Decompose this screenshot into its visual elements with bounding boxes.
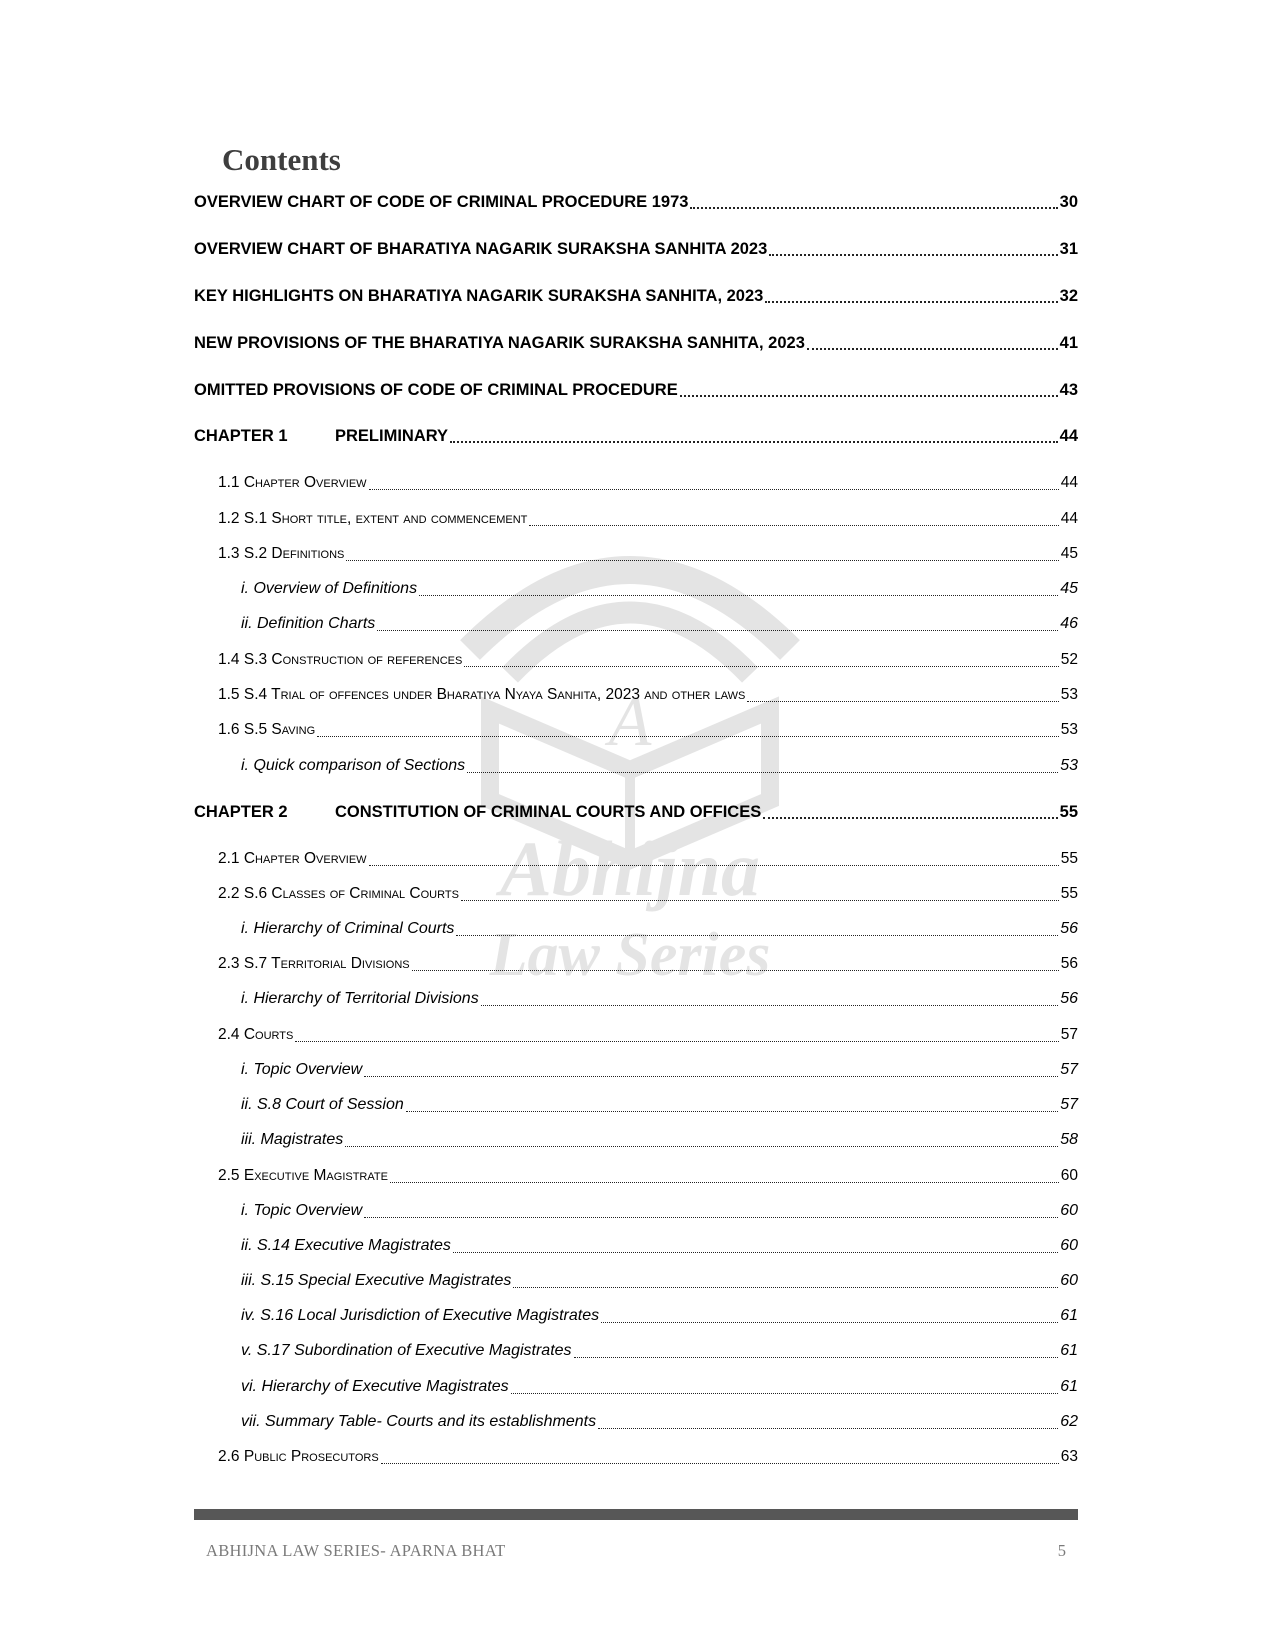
toc-chapter-entry[interactable] bbox=[194, 420, 1078, 448]
watermark-monogram: A bbox=[608, 684, 652, 761]
toc-entry-title: i. Topic Overview bbox=[241, 1061, 363, 1078]
toc-entry-title: NEW PROVISIONS OF THE BHARATIYA NAGARIK SURAKSHA SANHITA, 2023 bbox=[194, 334, 805, 352]
toc-entry[interactable] bbox=[241, 983, 1078, 1011]
toc-entry-title: PRELIMINARY bbox=[335, 427, 449, 445]
toc-entry-title: 1.4 S.3 Construction of references bbox=[218, 651, 463, 668]
toc-entry[interactable] bbox=[241, 1300, 1078, 1328]
toc-entry[interactable] bbox=[241, 913, 1078, 941]
dot-leader bbox=[346, 546, 1058, 561]
toc-entry[interactable] bbox=[241, 1054, 1078, 1082]
dot-leader bbox=[680, 381, 1058, 397]
toc-entry[interactable] bbox=[218, 948, 1078, 976]
toc-page-number: 62 bbox=[1060, 1413, 1078, 1430]
dot-leader bbox=[345, 1132, 1058, 1147]
toc-page-number: 45 bbox=[1060, 580, 1078, 597]
toc-entry-title: 2.4 Courts bbox=[218, 1026, 294, 1043]
dot-leader bbox=[763, 803, 1057, 819]
toc-page-number: 60 bbox=[1060, 1202, 1078, 1219]
dot-leader bbox=[412, 956, 1059, 971]
footer-divider bbox=[194, 1509, 1078, 1520]
toc-entry[interactable] bbox=[218, 538, 1078, 566]
dot-leader bbox=[529, 511, 1058, 526]
toc-entry-title: OMITTED PROVISIONS OF CODE OF CRIMINAL PROCEDURE bbox=[194, 381, 678, 399]
dot-leader bbox=[317, 722, 1059, 737]
toc-chapter-label: CHAPTER 2 bbox=[194, 803, 288, 821]
dot-leader bbox=[381, 1449, 1059, 1464]
toc-page-number: 57 bbox=[1060, 1026, 1078, 1043]
dot-leader bbox=[769, 240, 1057, 256]
toc-chapter-label: CHAPTER 1 bbox=[194, 427, 288, 445]
toc-entry-title: 2.2 S.6 Classes of Criminal Courts bbox=[218, 885, 459, 902]
toc-entry[interactable] bbox=[241, 608, 1078, 636]
toc-entry-title: 1.1 Chapter Overview bbox=[218, 474, 367, 491]
toc-entry[interactable] bbox=[194, 233, 1078, 261]
dot-leader bbox=[747, 687, 1058, 702]
dot-leader bbox=[461, 886, 1059, 901]
toc-page-number: 58 bbox=[1060, 1131, 1078, 1148]
dot-leader bbox=[690, 193, 1057, 209]
toc-entry[interactable] bbox=[241, 1371, 1078, 1399]
toc-entry[interactable] bbox=[241, 1195, 1078, 1223]
toc-entry-title: ii. S.8 Court of Session bbox=[241, 1096, 404, 1113]
toc-page-number: 52 bbox=[1060, 651, 1078, 668]
toc-entry[interactable] bbox=[218, 1019, 1078, 1047]
watermark-subtitle: Law Series bbox=[489, 921, 771, 989]
toc-chapter-entry[interactable] bbox=[194, 796, 1078, 824]
toc-page-number: 56 bbox=[1060, 955, 1078, 972]
toc-entry[interactable] bbox=[241, 1335, 1078, 1363]
toc-page-number: 44 bbox=[1059, 427, 1078, 445]
toc-entry-title: KEY HIGHLIGHTS ON BHARATIYA NAGARIK SURAKSHA SANHITA, 2023 bbox=[194, 287, 764, 305]
dot-leader bbox=[467, 758, 1058, 773]
dot-leader bbox=[369, 475, 1059, 490]
dot-leader bbox=[364, 1203, 1058, 1218]
toc-entry-title: i. Quick comparison of Sections bbox=[241, 757, 466, 774]
toc-page-number: 43 bbox=[1059, 381, 1078, 399]
dot-leader bbox=[601, 1308, 1058, 1323]
toc-entry[interactable] bbox=[218, 878, 1078, 906]
toc-entry[interactable] bbox=[241, 1124, 1078, 1152]
toc-page-number: 55 bbox=[1060, 850, 1078, 867]
toc-page-number: 41 bbox=[1059, 334, 1078, 352]
toc-page-number: 30 bbox=[1059, 193, 1078, 211]
toc-page-number: 61 bbox=[1060, 1307, 1078, 1324]
toc-entry-title: OVERVIEW CHART OF BHARATIYA NAGARIK SURAKSHA SANHITA 2023 bbox=[194, 240, 768, 258]
toc-page-number: 61 bbox=[1060, 1342, 1078, 1359]
dot-leader bbox=[450, 427, 1058, 443]
dot-leader bbox=[364, 1062, 1058, 1077]
dot-leader bbox=[464, 652, 1058, 667]
toc-entry-title: vii. Summary Table- Courts and its establishments bbox=[241, 1413, 597, 1430]
toc-entry-title: 1.3 S.2 Definitions bbox=[218, 545, 345, 562]
toc-entry-title: iii. Magistrates bbox=[241, 1131, 344, 1148]
toc-page-number: 55 bbox=[1060, 885, 1078, 902]
toc-page-number: 57 bbox=[1060, 1096, 1078, 1113]
footer-series-label: ABHIJNA LAW SERIES- APARNA BHAT bbox=[206, 1541, 506, 1560]
toc-entry[interactable] bbox=[241, 750, 1078, 778]
toc-entry-title: 1.2 S.1 Short title, extent and commencement bbox=[218, 510, 528, 527]
toc-entry[interactable] bbox=[218, 843, 1078, 871]
toc-entry[interactable] bbox=[194, 280, 1078, 308]
toc-entry-title: OVERVIEW CHART OF CODE OF CRIMINAL PROCEDURE 1973 bbox=[194, 193, 689, 211]
toc-page-number: 44 bbox=[1060, 474, 1078, 491]
toc-entry[interactable] bbox=[218, 679, 1078, 707]
toc-page-number: 44 bbox=[1060, 510, 1078, 527]
dot-leader bbox=[807, 334, 1058, 350]
toc-entry[interactable] bbox=[241, 573, 1078, 601]
toc-entry-title: iv. S.16 Local Jurisdiction of Executive Magistrates bbox=[241, 1307, 600, 1324]
toc-page-number: 56 bbox=[1060, 990, 1078, 1007]
toc-entry[interactable] bbox=[218, 644, 1078, 672]
toc-entry-title: ii. Definition Charts bbox=[241, 615, 376, 632]
toc-entry[interactable] bbox=[241, 1406, 1078, 1434]
dot-leader bbox=[369, 851, 1059, 866]
toc-entry-title: i. Hierarchy of Territorial Divisions bbox=[241, 990, 479, 1007]
dot-leader bbox=[390, 1168, 1059, 1183]
toc-entry-title: 2.5 Executive Magistrate bbox=[218, 1167, 388, 1184]
toc-page-number: 46 bbox=[1060, 615, 1078, 632]
dot-leader bbox=[765, 287, 1057, 303]
toc-page-number: 60 bbox=[1060, 1167, 1078, 1184]
toc-entry[interactable] bbox=[218, 714, 1078, 742]
toc-entry-title: i. Overview of Definitions bbox=[241, 580, 418, 597]
toc-entry[interactable] bbox=[194, 374, 1078, 402]
dot-leader bbox=[481, 991, 1059, 1006]
toc-entry-title: v. S.17 Subordination of Executive Magistrates bbox=[241, 1342, 572, 1359]
toc-entry-title: 2.3 S.7 Territorial Divisions bbox=[218, 955, 410, 972]
dot-leader bbox=[419, 581, 1058, 596]
toc-entry-title: ii. S.14 Executive Magistrates bbox=[241, 1237, 451, 1254]
toc-entry-title: CONSTITUTION OF CRIMINAL COURTS AND OFFICES bbox=[335, 803, 762, 821]
toc-page-number: 53 bbox=[1060, 686, 1078, 703]
toc-entry-title: 2.6 Public Prosecutors bbox=[218, 1448, 379, 1465]
toc-entry[interactable] bbox=[241, 1230, 1078, 1258]
watermark-title: Abhijna bbox=[499, 825, 761, 912]
dot-leader bbox=[295, 1027, 1058, 1042]
toc-entry-title: i. Hierarchy of Criminal Courts bbox=[241, 920, 455, 937]
dot-leader bbox=[598, 1414, 1058, 1429]
dot-leader bbox=[513, 1273, 1058, 1288]
toc-entry-title: iii. S.15 Special Executive Magistrates bbox=[241, 1272, 512, 1289]
toc-entry[interactable] bbox=[218, 1160, 1078, 1188]
page-title: Contents bbox=[222, 142, 341, 177]
toc-page-number: 32 bbox=[1059, 287, 1078, 305]
dot-leader bbox=[456, 921, 1058, 936]
toc-entry[interactable] bbox=[241, 1089, 1078, 1117]
dot-leader bbox=[453, 1238, 1058, 1253]
toc-entry-title: vi. Hierarchy of Executive Magistrates bbox=[241, 1378, 509, 1395]
toc-page-number: 63 bbox=[1060, 1448, 1078, 1465]
toc-entry[interactable] bbox=[194, 186, 1078, 214]
dot-leader bbox=[574, 1343, 1059, 1358]
dot-leader bbox=[406, 1097, 1058, 1112]
dot-leader bbox=[377, 616, 1058, 631]
toc-page-number: 60 bbox=[1060, 1237, 1078, 1254]
toc-page-number: 31 bbox=[1059, 240, 1078, 258]
toc-page-number: 53 bbox=[1060, 721, 1078, 738]
toc-entry-title: 1.6 S.5 Saving bbox=[218, 721, 316, 738]
toc-page-number: 60 bbox=[1060, 1272, 1078, 1289]
toc-entry-title: 2.1 Chapter Overview bbox=[218, 850, 367, 867]
toc-entry[interactable] bbox=[218, 1441, 1078, 1469]
toc-page-number: 53 bbox=[1060, 757, 1078, 774]
toc-page-number: 57 bbox=[1060, 1061, 1078, 1078]
toc-page-number: 61 bbox=[1060, 1378, 1078, 1395]
footer-page-number: 5 bbox=[1057, 1541, 1066, 1560]
toc-page-number: 56 bbox=[1060, 920, 1078, 937]
toc-entry-title: 1.5 S.4 Trial of offences under Bharatiya Nyaya Sanhita, 2023 and other laws bbox=[218, 686, 746, 703]
toc-entry[interactable] bbox=[194, 327, 1078, 355]
toc-entry-title: i. Topic Overview bbox=[241, 1202, 363, 1219]
toc-entry[interactable] bbox=[218, 503, 1078, 531]
toc-entry[interactable] bbox=[218, 467, 1078, 495]
toc-entry[interactable] bbox=[241, 1265, 1078, 1293]
dot-leader bbox=[511, 1379, 1059, 1394]
toc-page-number: 55 bbox=[1059, 803, 1078, 821]
toc-page-number: 45 bbox=[1060, 545, 1078, 562]
